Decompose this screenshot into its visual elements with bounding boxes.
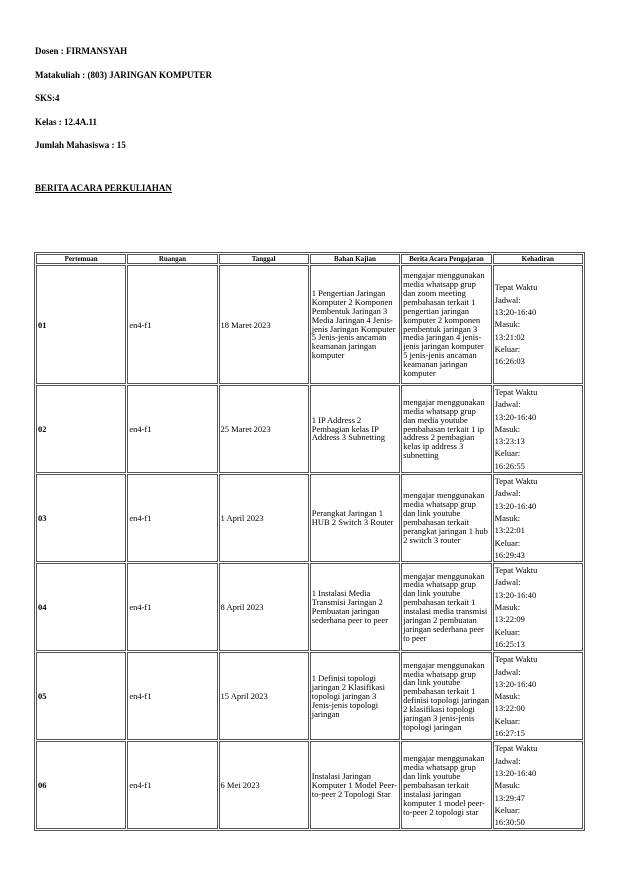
attendance-cell — [493, 652, 583, 740]
check-in-time: 13:29:47 — [494, 792, 525, 803]
date-cell: 15 April 2023 — [219, 652, 309, 740]
topic-cell: 1 IP Address 2 Pembagian kelas IP Address 3 Subnetting — [310, 385, 400, 473]
schedule-label: Jadwal: — [494, 666, 521, 677]
table-row — [36, 563, 583, 651]
check-out-time: 16:27:15 — [494, 728, 525, 739]
meeting-number: 05 — [36, 652, 126, 740]
report-cell: mengajar menggunakan media whatsapp grup dan link youtube pembahasan terkait instalasi jaringan komputer 1 model peer-to-peer 2 topologi star — [401, 741, 492, 829]
check-out-time: 16:26:55 — [494, 460, 525, 471]
room-cell: en4-f1 — [127, 563, 217, 651]
meeting-number: 04 — [36, 563, 126, 651]
table-row — [36, 741, 583, 829]
room-cell: en4-f1 — [127, 652, 217, 740]
attendance-status: Tepat Waktu — [494, 387, 538, 397]
check-out-label: Keluar: — [494, 715, 521, 726]
meeting-number: 01 — [36, 265, 126, 384]
check-out-label: Keluar: — [494, 626, 521, 637]
attendance-status: Tepat Waktu — [494, 654, 538, 665]
column-header-bahan-kajian: Bahan Kajian — [310, 254, 400, 264]
schedule-label: Jadwal: — [494, 399, 521, 410]
report-cell: mengajar menggunakan media whatsapp grup dan zoom meeting pembahasan terkait 1 pengertian jaringan komputer 2 komponen pembentuk jaringan 3 media jaringan 4 jenis-jenis jaringan komputer 5 jenis-jenis ancaman keamanan jaringan komputer — [401, 265, 492, 384]
check-in-label: Masuk: — [494, 423, 521, 434]
report-cell: mengajar menggunakan media whatsapp grup dan media youtube pembahasan terkait 1 ip address 2 pembagian kelas ip address 3 subnetting — [401, 385, 492, 473]
topic-cell: Instalasi Jaringan Komputer 1 Model Peer-to-peer 2 Topologi Star — [310, 741, 400, 829]
check-out-label: Keluar: — [494, 448, 521, 459]
meeting-number: 03 — [36, 474, 126, 562]
check-in-time: 13:21:02 — [494, 331, 525, 342]
date-cell: 25 Maret 2023 — [219, 385, 309, 473]
schedule-label: Jadwal: — [494, 577, 521, 588]
topic-cell: Perangkat Jaringan 1 HUB 2 Switch 3 Router — [310, 474, 400, 562]
report-cell: mengajar menggunakan media whatsapp grup dan link youtube pembahasan terkait 1 definisi topologi jaringan 2 klasifikasi topologi jaringan 3 jenis-jenis topologi jaringan — [401, 652, 492, 740]
course-line: Matakuliah : (803) JARINGAN KOMPUTER — [35, 69, 212, 80]
check-out-time: 16:26:03 — [494, 356, 525, 367]
room-cell: en4-f1 — [127, 474, 217, 562]
attendance-cell — [493, 741, 583, 829]
schedule-time: 13:20-16:40 — [494, 678, 537, 689]
course-header — [35, 44, 595, 162]
check-out-time: 16:30:50 — [494, 817, 525, 828]
table-row — [36, 474, 583, 562]
schedule-time: 13:20-16:40 — [494, 767, 537, 778]
check-in-time: 13:22:00 — [494, 703, 525, 714]
room-cell: en4-f1 — [127, 741, 217, 829]
column-header-pertemuan: Pertemuan — [36, 254, 126, 264]
attendance-cell — [493, 265, 583, 384]
check-out-time: 16:29:43 — [494, 549, 525, 560]
attendance-cell — [493, 474, 583, 562]
date-cell: 8 April 2023 — [219, 563, 309, 651]
student-count-line: Jumlah Mahasiswa : 15 — [35, 140, 126, 151]
document-title: BERITA ACARA PERKULIAHAN — [35, 183, 172, 193]
schedule-time: 13:20-16:40 — [494, 307, 537, 318]
check-out-label: Keluar: — [494, 537, 521, 548]
check-out-label: Keluar: — [494, 804, 521, 815]
check-in-time: 13:22:01 — [494, 525, 525, 536]
check-in-label: Masuk: — [494, 512, 521, 523]
check-in-label: Masuk: — [494, 319, 521, 330]
table-row — [36, 385, 583, 473]
lecture-report-table — [34, 252, 585, 831]
attendance-status: Tepat Waktu — [494, 476, 538, 487]
table-header-row — [36, 254, 583, 264]
schedule-label: Jadwal: — [494, 488, 521, 499]
room-cell: en4-f1 — [127, 265, 217, 384]
check-in-time: 13:23:13 — [494, 436, 525, 447]
attendance-status: Tepat Waktu — [494, 565, 538, 576]
topic-cell: 1 Instalasi Media Transmisi Jaringan 2 Pembuatan jaringan sederhana peer to peer — [310, 563, 400, 651]
meeting-number: 06 — [36, 741, 126, 829]
check-out-time: 16:25:13 — [494, 638, 525, 649]
schedule-time: 13:20-16:40 — [494, 589, 537, 600]
check-out-label: Keluar: — [494, 343, 521, 354]
attendance-cell — [493, 563, 583, 651]
credits-line: SKS:4 — [35, 93, 60, 104]
schedule-time: 13:20-16:40 — [494, 500, 537, 511]
column-header-berita-acara: Berita Acara Pengajaran — [401, 254, 492, 264]
meeting-number: 02 — [36, 385, 126, 473]
topic-cell: 1 Pengertian Jaringan Komputer 2 Komponen Pembentuk Jaringan 3 Media Jaringan 4 Jenis-jenis Jaringan Komputer 5 Jenis-jenis ancaman keamanan jaringan komputer — [310, 265, 400, 384]
schedule-label: Jadwal: — [494, 755, 521, 766]
report-cell: mengajar menggunakan media whatsapp grup dan link youtube pembahasan terkait perangkat jaringan 1 hub 2 switch 3 router — [401, 474, 492, 562]
date-cell: 18 Maret 2023 — [219, 265, 309, 384]
report-cell: mengajar menggunakan media whatsapp grup dan link youtube pembahasan terkait 1 instalasi media transmisi jaringan 2 pembuatan jaringan sederhana peer to peer — [401, 563, 492, 651]
column-header-kehadiran: Kehadiran — [493, 254, 583, 264]
check-in-time: 13:22:09 — [494, 614, 525, 625]
check-in-label: Masuk: — [494, 602, 521, 613]
column-header-ruangan: Ruangan — [127, 254, 217, 264]
class-line: Kelas : 12.4A.11 — [35, 116, 97, 127]
room-cell: en4-f1 — [127, 385, 217, 473]
schedule-time: 13:20-16:40 — [494, 411, 537, 422]
table-row — [36, 652, 583, 740]
schedule-label: Jadwal: — [494, 294, 521, 305]
attendance-status: Tepat Waktu — [494, 282, 538, 293]
lecturer-line: Dosen : FIRMANSYAH — [35, 46, 128, 56]
date-cell: 6 Mei 2023 — [219, 741, 309, 829]
check-in-label: Masuk: — [494, 691, 521, 702]
check-in-label: Masuk: — [494, 780, 521, 791]
attendance-cell — [493, 385, 583, 473]
topic-cell: 1 Definisi topologi jaringan 2 Klasifikasi topologi jaringan 3 Jenis-jenis topologi jaringan — [310, 652, 400, 740]
table-row — [36, 265, 583, 384]
column-header-tanggal: Tanggal — [219, 254, 309, 264]
date-cell: 1 April 2023 — [219, 474, 309, 562]
attendance-status: Tepat Waktu — [494, 743, 538, 754]
